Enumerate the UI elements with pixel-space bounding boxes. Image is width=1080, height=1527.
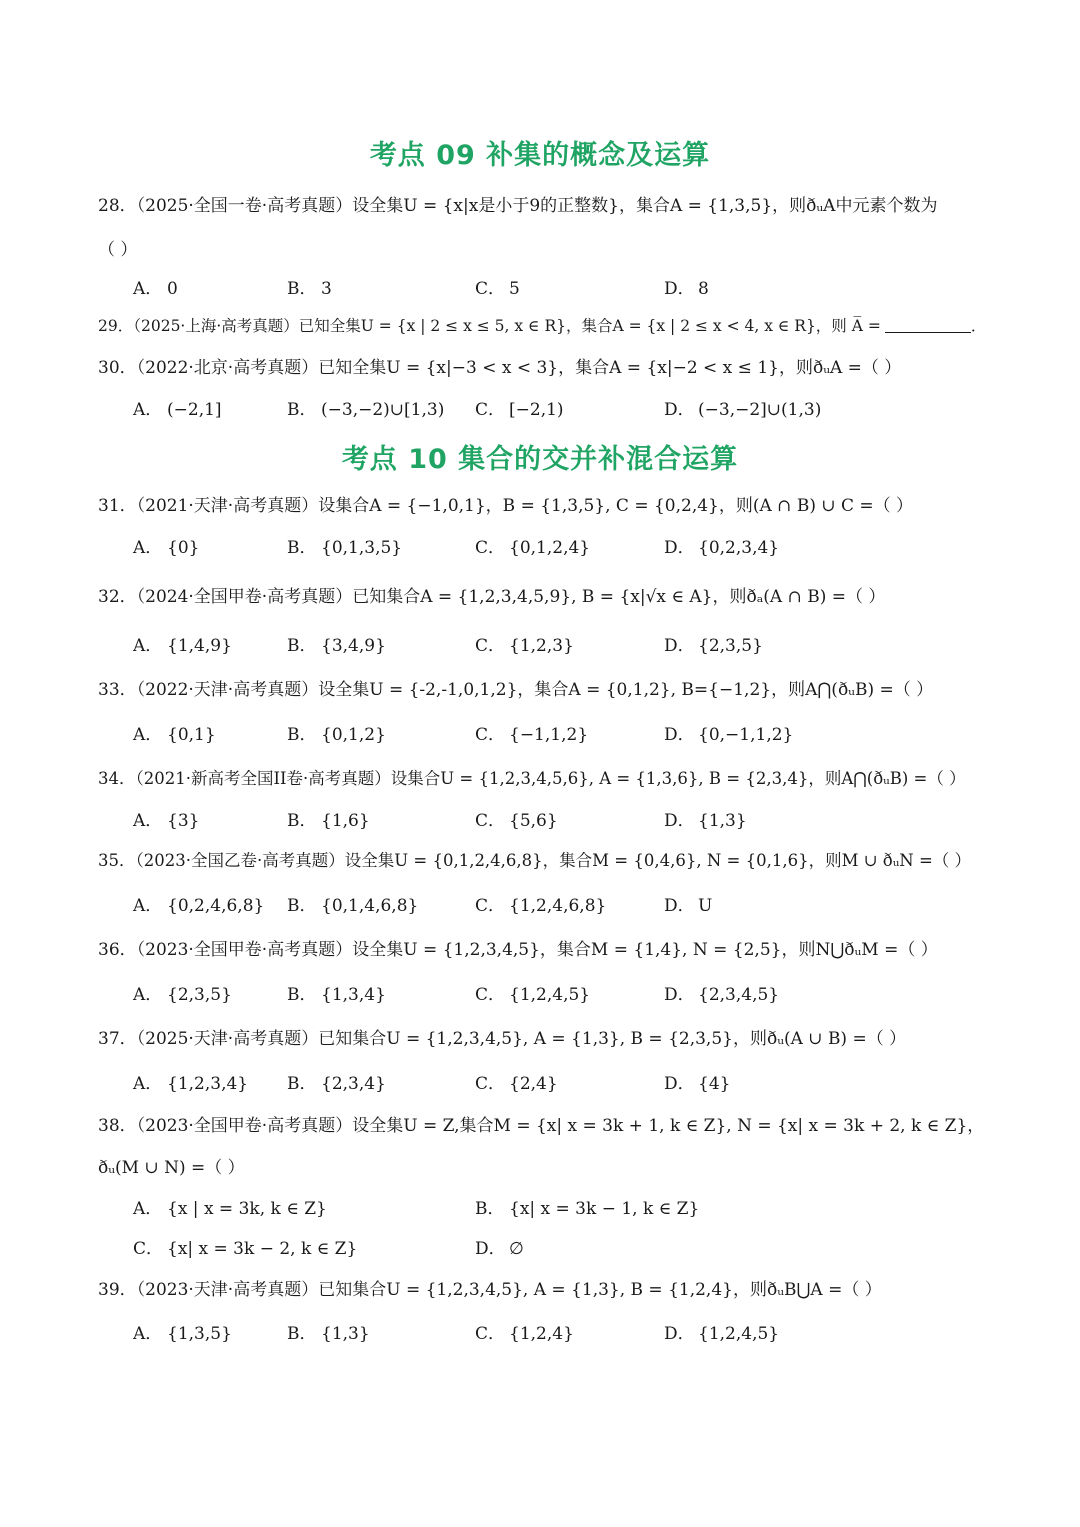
question-stem: 设集合U = {1,2,3,4,5,6}, A = {1,3,6}, B = {2,3,4}，则A⋂(ðᵤB) =（ ）: [390, 769, 966, 788]
question-end: ．: [970, 317, 987, 335]
option-a: A． {3}: [133, 811, 200, 831]
option-c: C． {2,4}: [475, 1074, 558, 1094]
question-stem: 设全集U = {-2,-1,0,1,2}，集合A = {0,1,2}, B={−1,2}，则A⋂(ðᵤB) =（ ）: [318, 680, 934, 700]
option-b: B． {0,1,4,6,8}: [287, 896, 419, 916]
question-30-options: [0, 398, 1080, 422]
question-32: [98, 585, 988, 609]
option-a: A． {1,4,9}: [133, 636, 232, 656]
option-c: C． 5: [475, 279, 520, 299]
section-title-09: 考点 09 补集的概念及运算: [369, 140, 711, 171]
question-stem: 已知集合U = {1,2,3,4,5}, A = {1,3}, B = {1,2,4}，则ðᵤB⋃A =（ ）: [318, 1280, 882, 1300]
question-28-continuation: （ ）: [98, 240, 138, 260]
option-d: D． (−3,−2]∪(1,3): [664, 400, 822, 420]
question-number: 38．: [98, 1116, 137, 1136]
question-number: 29．: [98, 317, 134, 335]
option-c: C． {1,2,4,5}: [475, 985, 591, 1005]
question-stem: 设集合A = {−1,0,1}，B = {1,3,5}, C = {0,2,4}，则(A ∩ B) ∪ C =（ ）: [318, 496, 914, 516]
option-c: C． {1,2,4}: [475, 1324, 574, 1344]
option-a: A． {2,3,5}: [133, 985, 232, 1005]
question-source: （2023·天津·高考真题）: [136, 1280, 319, 1300]
question-number: 35．: [98, 851, 136, 870]
option-a: A． {0,2,4,6,8}: [133, 896, 265, 916]
question-stem: 已知集合A = {1,2,3,4,5,9}, B = {x|√x ∈ A}，则ðₐ(A ∩ B) =（ ）: [352, 587, 886, 607]
question-number: 32．: [98, 587, 137, 607]
option-d: D． {4}: [664, 1074, 731, 1094]
option-b: B． 3: [287, 279, 332, 299]
question-number: 34．: [98, 769, 136, 788]
question-38-options-row2: [0, 1237, 1080, 1261]
option-c: C． {0,1,2,4}: [475, 538, 591, 558]
question-number: 33．: [98, 680, 137, 700]
option-c: C． {1,2,3}: [475, 636, 574, 656]
question-28: [98, 194, 988, 218]
question-38-options-row1: [0, 1197, 1080, 1221]
question-stem: 设全集U = {0,1,2,4,6,8}，集合M = {0,4,6}, N = {0,1,6}，则M ∪ ðᵤN =（ ）: [344, 851, 972, 870]
option-a: A． {1,2,3,4}: [133, 1074, 249, 1094]
option-b: B． {0,1,3,5}: [287, 538, 403, 558]
question-source: （2023·全国甲卷·高考真题）: [136, 940, 353, 960]
question-31-options: [0, 536, 1080, 560]
question-source: （2025·上海·高考真题）: [133, 317, 299, 335]
question-38-continuation: ðᵤ(M ∪ N) =（ ）: [98, 1158, 245, 1178]
question-37: [98, 1027, 988, 1051]
question-source: （2025·全国一卷·高考真题）: [136, 196, 353, 216]
question-source: （2022·天津·高考真题）: [136, 680, 319, 700]
question-stem: 设全集U = {1,2,3,4,5}，集合M = {1,4}, N = {2,5}，则N⋃ðᵤM =（ ）: [352, 940, 938, 960]
question-28-options: [0, 277, 1080, 301]
option-d: D． {1,2,4,5}: [664, 1324, 780, 1344]
question-29: [98, 314, 988, 338]
question-stem: 已知全集U = {x | 2 ≤ x ≤ 5, x ∈ R}，集合A = {x | 2 ≤ x < 4, x ∈ R}，则 A̅ =: [298, 317, 881, 335]
question-source: （2022·北京·高考真题）: [136, 358, 319, 378]
option-b: B． {1,3,4}: [287, 985, 386, 1005]
question-35: [98, 849, 988, 873]
option-d: D． {2,3,5}: [664, 636, 763, 656]
option-c: C． {1,2,4,6,8}: [475, 896, 607, 916]
option-d: D． ∅: [475, 1239, 524, 1259]
question-stem: 已知全集U = {x|−3 < x < 3}，集合A = {x|−2 < x ≤ 1}，则ðᵤA =（ ）: [318, 358, 902, 378]
question-34-options: [0, 809, 1080, 833]
option-a: A． {0}: [133, 538, 200, 558]
option-a: A． {0,1}: [133, 725, 216, 745]
question-number: 30．: [98, 358, 137, 378]
option-a: A． {x | x = 3k, k ∈ Z}: [133, 1199, 327, 1219]
option-b: B． (−3,−2)∪[1,3): [287, 400, 445, 420]
question-38: [98, 1114, 988, 1138]
question-34: [98, 767, 988, 791]
option-a: A． 0: [133, 279, 178, 299]
question-32-options: [0, 634, 1080, 658]
option-d: D． {0,2,3,4}: [664, 538, 780, 558]
section-title-10: 考点 10 集合的交并补混合运算: [341, 444, 739, 475]
question-33-options: [0, 723, 1080, 747]
question-source: （2021·天津·高考真题）: [136, 496, 319, 516]
option-d: D． {1,3}: [664, 811, 747, 831]
option-a: A． (−2,1]: [133, 400, 222, 420]
question-36: [98, 938, 988, 962]
question-number: 36．: [98, 940, 137, 960]
question-39: [98, 1278, 988, 1302]
question-36-options: [0, 983, 1080, 1007]
question-30: [98, 356, 988, 380]
option-d: D． {0,−1,1,2}: [664, 725, 794, 745]
question-31: [98, 494, 988, 518]
option-d: D． {2,3,4,5}: [664, 985, 780, 1005]
answer-blank[interactable]: [885, 316, 971, 333]
question-source: （2023·全国甲卷·高考真题）: [136, 1116, 353, 1136]
question-stem: 已知集合U = {1,2,3,4,5}, A = {1,3}, B = {2,3,5}，则ðᵤ(A ∪ B) =（ ）: [318, 1029, 907, 1049]
question-33: [98, 678, 988, 702]
option-b: B． {x| x = 3k − 1, k ∈ Z}: [475, 1199, 700, 1219]
option-c: C． {x| x = 3k − 2, k ∈ Z}: [133, 1239, 358, 1259]
question-number: 28．: [98, 196, 137, 216]
option-c: C． [−2,1): [475, 400, 564, 420]
question-source: （2023·全国乙卷·高考真题）: [135, 851, 345, 870]
question-stem: 设全集U = Z,集合M = {x| x = 3k + 1, k ∈ Z}, N = {x| x = 3k + 2, k ∈ Z}，: [352, 1116, 985, 1136]
option-d: D． U: [664, 896, 713, 916]
option-b: B． {1,3}: [287, 1324, 370, 1344]
question-number: 39．: [98, 1280, 137, 1300]
question-source: （2021·新高考全国II卷·高考真题）: [135, 769, 391, 788]
question-number: 37．: [98, 1029, 137, 1049]
option-b: B． {0,1,2}: [287, 725, 386, 745]
option-b: B． {2,3,4}: [287, 1074, 386, 1094]
question-source: （2025·天津·高考真题）: [136, 1029, 319, 1049]
option-d: D． 8: [664, 279, 709, 299]
option-a: A． {1,3,5}: [133, 1324, 232, 1344]
question-37-options: [0, 1072, 1080, 1096]
option-c: C． {5,6}: [475, 811, 558, 831]
question-39-options: [0, 1322, 1080, 1346]
question-number: 31．: [98, 496, 137, 516]
question-stem: 设全集U = {x|x是小于9的正整数}，集合A = {1,3,5}，则ðᵤA中元素个数为: [352, 196, 938, 216]
option-c: C． {−1,1,2}: [475, 725, 589, 745]
option-b: B． {3,4,9}: [287, 636, 386, 656]
question-source: （2024·全国甲卷·高考真题）: [136, 587, 353, 607]
question-35-options: [0, 894, 1080, 918]
option-b: B． {1,6}: [287, 811, 370, 831]
